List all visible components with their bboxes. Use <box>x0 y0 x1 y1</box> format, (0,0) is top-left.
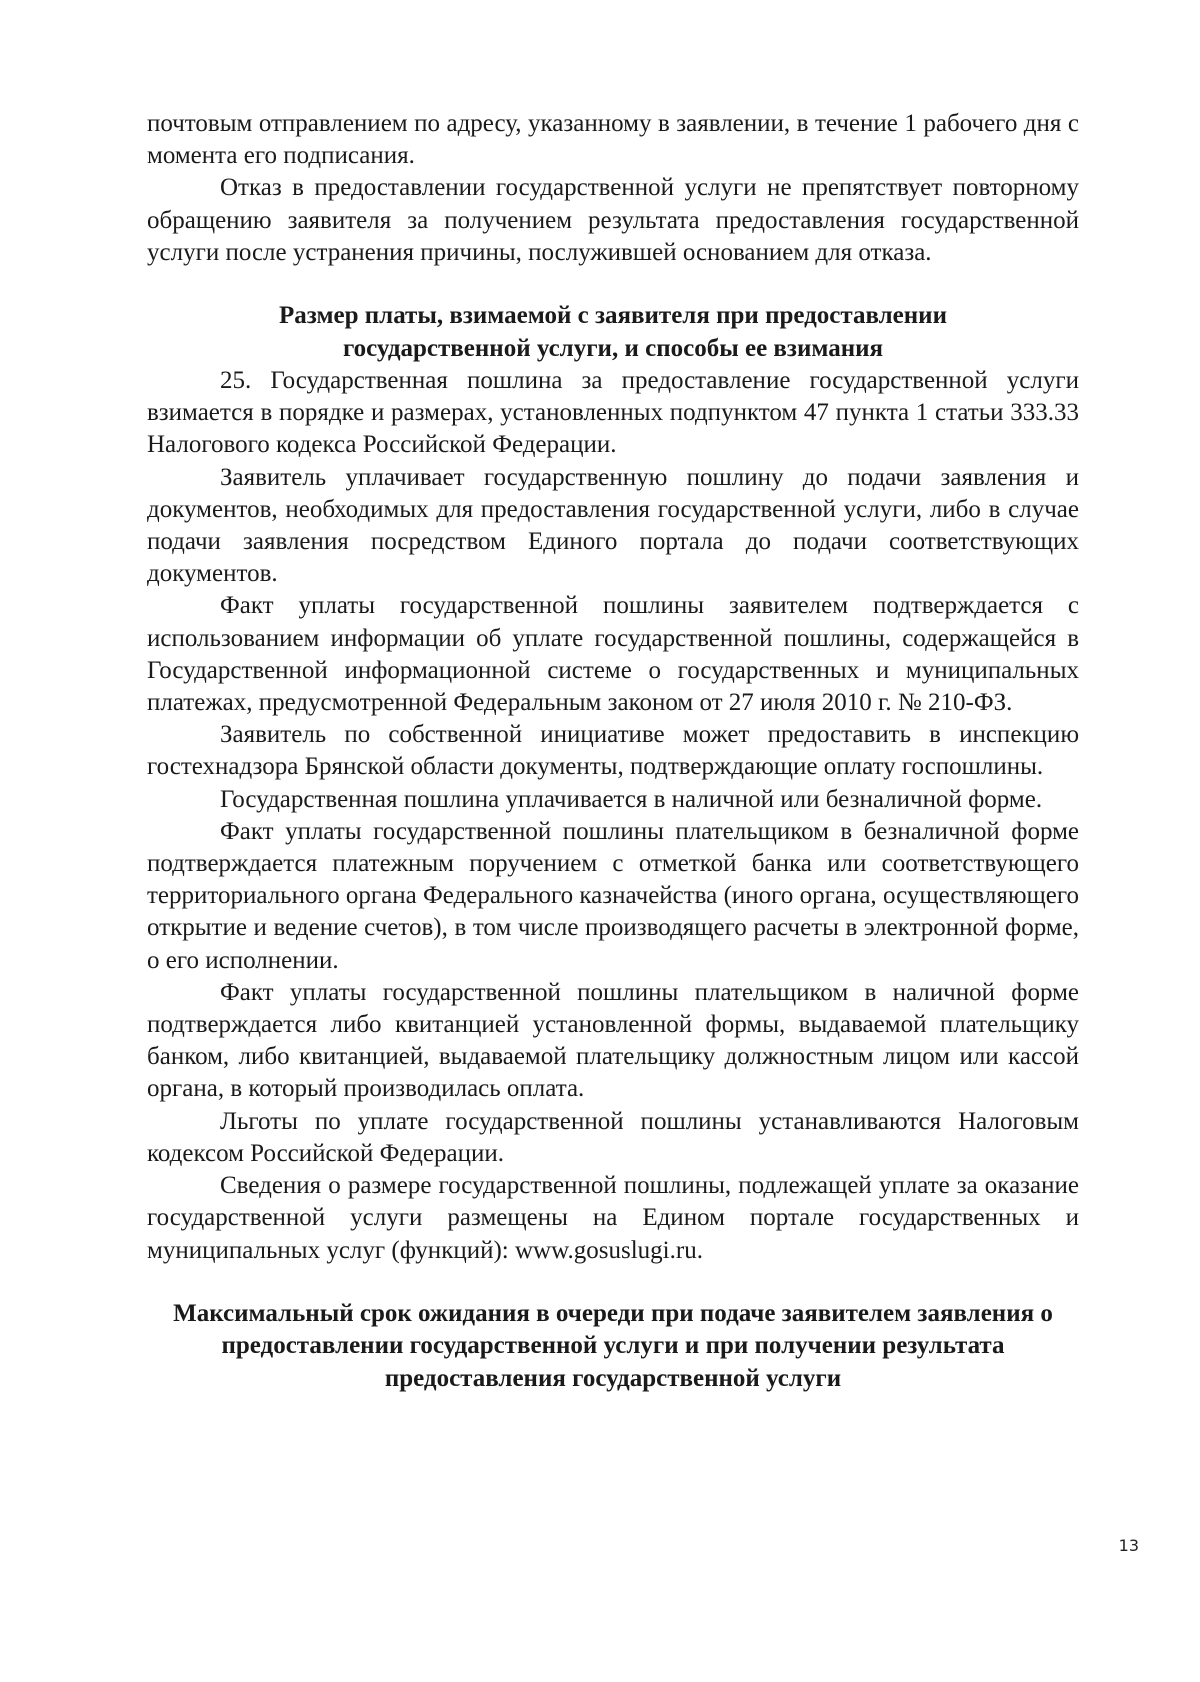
paragraph: Заявитель по собственной инициативе может предоставить в инспекцию гостехнадзора Брянской области документы, подтверждающие оплату госпошлины. <box>147 721 1079 781</box>
document-body <box>147 108 1079 1395</box>
page-number: 13 <box>1118 1536 1139 1555</box>
paragraph: Факт уплаты государственной пошлины заявителем подтверждается с использованием информации об уплате государственной пошлины, содержащейся в Государственной информационной системе о государственных и муниципальных платежах, предусмотренной Федеральным законом от 27 июля 2010 г. № 210-ФЗ. <box>147 592 1079 717</box>
paragraph: Заявитель уплачивает государственную пошлину до подачи заявления и документов, необходимых для предоставления государственной услуги, либо в случае подачи заявления посредством Единого портала до подачи соответствующих документов. <box>147 463 1079 588</box>
paragraph: Льготы по уплате государственной пошлины устанавливаются Налоговым кодексом Российской Федерации. <box>147 1107 1079 1167</box>
paragraph: 25. Государственная пошлина за предоставление государственной услуги взимается в порядке и размерах, установленных подпунктом 47 пункта 1 статьи 333.33 Налогового кодекса Российской Федерации. <box>147 367 1079 459</box>
paragraph: Сведения о размере государственной пошлины, подлежащей уплате за оказание государственной услуги размещены на Едином портале государственных и муниципальных услуг (функций): www.gosuslugi.ru. <box>147 1172 1079 1264</box>
paragraph: Факт уплаты государственной пошлины плательщиком в безналичной форме подтверждается платежным поручением с отметкой банка или соответствующего территориального органа Федерального казначейства (иного органа, осуществляющего открытие и ведение счетов), в том числе производящего расчеты в электронной форме, о его исполнении. <box>147 817 1079 974</box>
paragraph: Факт уплаты государственной пошлины плательщиком в наличной форме подтверждается либо квитанцией установленной формы, выдаваемой плательщику банком, либо квитанцией, выдаваемой плательщику должностным лицом или кассой органа, в который производилась оплата. <box>147 978 1079 1103</box>
section-heading: Максимальный срок ожидания в очереди при подаче заявителем заявления о предоставлении государственной услуги и при получении результата предоставления государственной услуги <box>173 1299 1053 1392</box>
section-heading: Размер платы, взимаемой с заявителя при предоставлении государственной услуги, и способы ее взимания <box>279 302 947 362</box>
paragraph: почтовым отправлением по адресу, указанному в заявлении, в течение 1 рабочего дня с момента его подписания. <box>147 110 1079 170</box>
paragraph: Отказ в предоставлении государственной услуги не препятствует повторному обращению заявителя за получением результата предоставления государственной услуги после устранения причины, послужившей основанием для отказа. <box>147 174 1079 266</box>
paragraph: Государственная пошлина уплачивается в наличной или безналичной форме. <box>220 785 1043 813</box>
